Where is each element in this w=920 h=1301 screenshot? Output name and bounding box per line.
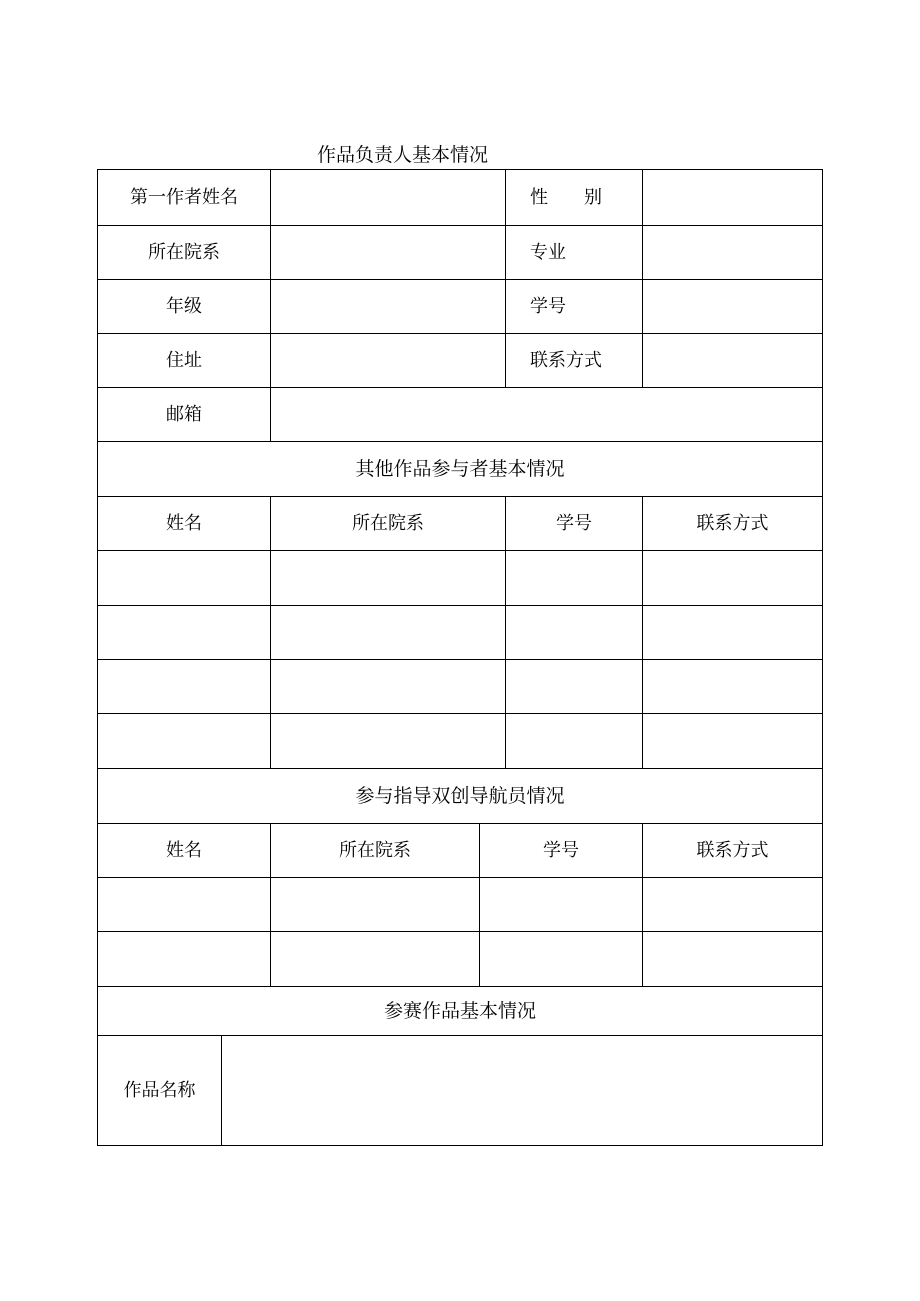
mentor-name-cell[interactable] bbox=[98, 932, 270, 986]
participants-col-contact: 联系方式 bbox=[696, 512, 769, 534]
participants-col-student-id: 学号 bbox=[556, 512, 592, 534]
participant-contact-cell[interactable] bbox=[643, 660, 822, 713]
work-name-field[interactable] bbox=[222, 1036, 822, 1145]
major-label: 专业 bbox=[530, 241, 566, 263]
participant-student-id-cell[interactable] bbox=[506, 551, 642, 605]
mentor-department-cell[interactable] bbox=[271, 932, 479, 986]
participant-department-cell[interactable] bbox=[271, 606, 505, 659]
participants-col-department: 所在院系 bbox=[352, 512, 424, 534]
department-label: 所在院系 bbox=[148, 241, 220, 263]
contact-field[interactable] bbox=[643, 334, 822, 387]
mentors-col-contact: 联系方式 bbox=[696, 839, 769, 861]
participant-name-cell[interactable] bbox=[98, 551, 270, 605]
work-heading: 参赛作品基本情况 bbox=[383, 999, 536, 1022]
gender-field[interactable] bbox=[643, 170, 822, 225]
work-name-label: 作品名称 bbox=[123, 1079, 196, 1101]
participant-contact-cell[interactable] bbox=[643, 606, 822, 659]
participant-student-id-cell[interactable] bbox=[506, 660, 642, 713]
contact-label: 联系方式 bbox=[530, 349, 602, 371]
student-id-label: 学号 bbox=[530, 295, 566, 317]
participants-col-name: 姓名 bbox=[166, 512, 202, 534]
participant-name-cell[interactable] bbox=[98, 660, 270, 713]
major-field[interactable] bbox=[643, 226, 822, 279]
mentor-student-id-cell[interactable] bbox=[480, 932, 642, 986]
first-author-name-label: 第一作者姓名 bbox=[130, 186, 238, 208]
gender-label: 性 别 bbox=[530, 186, 602, 208]
registration-form-table bbox=[97, 169, 823, 1146]
mentors-heading: 参与指导双创导航员情况 bbox=[355, 784, 565, 807]
department-field[interactable] bbox=[271, 226, 505, 279]
participant-department-cell[interactable] bbox=[271, 660, 505, 713]
mentors-col-name: 姓名 bbox=[166, 839, 202, 861]
mentor-department-cell[interactable] bbox=[271, 878, 479, 931]
grade-label: 年级 bbox=[166, 295, 202, 317]
mentor-name-cell[interactable] bbox=[98, 878, 270, 931]
email-field[interactable] bbox=[271, 388, 822, 441]
grade-field[interactable] bbox=[271, 280, 505, 333]
mentor-student-id-cell[interactable] bbox=[480, 878, 642, 931]
participant-contact-cell[interactable] bbox=[643, 714, 822, 768]
participants-heading: 其他作品参与者基本情况 bbox=[355, 457, 565, 480]
mentors-col-department: 所在院系 bbox=[339, 839, 411, 861]
participant-name-cell[interactable] bbox=[98, 714, 270, 768]
first-author-name-field[interactable] bbox=[271, 170, 505, 225]
participant-contact-cell[interactable] bbox=[643, 551, 822, 605]
page-title: 作品负责人基本情况 bbox=[317, 144, 489, 166]
column-divider bbox=[505, 170, 506, 387]
mentor-contact-cell[interactable] bbox=[643, 878, 822, 931]
address-field[interactable] bbox=[271, 334, 505, 387]
email-label: 邮箱 bbox=[166, 403, 202, 425]
participant-student-id-cell[interactable] bbox=[506, 606, 642, 659]
student-id-field[interactable] bbox=[643, 280, 822, 333]
mentor-contact-cell[interactable] bbox=[643, 932, 822, 986]
participant-name-cell[interactable] bbox=[98, 606, 270, 659]
participant-department-cell[interactable] bbox=[271, 714, 505, 768]
participant-student-id-cell[interactable] bbox=[506, 714, 642, 768]
address-label: 住址 bbox=[166, 349, 202, 371]
mentors-col-student-id: 学号 bbox=[543, 839, 579, 861]
participant-department-cell[interactable] bbox=[271, 551, 505, 605]
